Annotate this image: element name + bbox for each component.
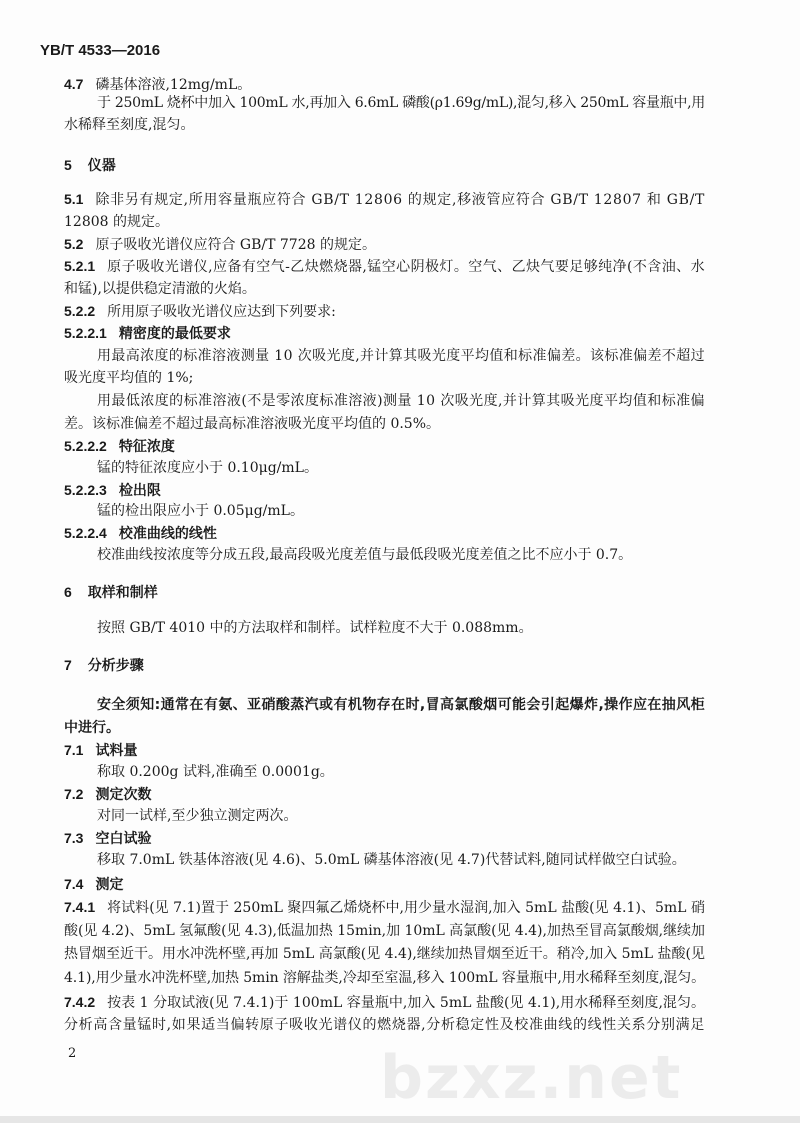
clause-number: 7.3 [64,830,84,846]
clause-line [64,524,706,542]
text-line [64,1016,706,1034]
clause-text: 称取 0.200g 试料,准确至 0.0001g。 [97,764,334,780]
clause-text: 精密度的最低要求 [118,326,231,342]
clause-line [64,257,706,275]
clause-number: 6 [64,584,72,600]
clause-number: 4.7 [64,76,84,92]
clause-number: 5.2.2.4 [64,525,107,541]
clause-text: 原子吸收光谱仪,应备有空气-乙炔燃烧器,锰空心阴极灯。空气、乙炔气要足够纯净(不含油、水 [107,259,705,275]
clause-text: 测定 [95,877,124,893]
clause-number: 5 [64,157,72,173]
clause-number: 7.2 [64,786,84,802]
clause-text: 按照 GB/T 4010 中的方法取样和制样。试样粒度不大于 0.088mm。 [97,620,533,636]
text-line [97,619,706,637]
clause-text: 取样和制样 [87,585,158,601]
section-heading [64,583,706,601]
clause-text: 仪器 [87,158,116,174]
clause-text: 除非另有规定,所用容量瓶应符合 GB/T 12806 的规定,移液管应符合 GB/T 12807 和 GB/T [95,192,705,208]
clause-text: 特征浓度 [118,439,175,455]
clause-text: 所用原子吸收光谱仪应达到下列要求: [107,304,336,320]
clause-text: 按表 1 分取试液(见 7.4.1)于 100mL 容量瓶中,加入 5mL 盐酸(见 4.1),用水稀释至刻度,混匀。 [107,995,705,1011]
clause-line [64,190,706,208]
clause-number: 5.2.2.1 [64,325,107,341]
clause-line [64,437,706,455]
clause-line [64,75,706,93]
clause-line [64,741,706,759]
clause-number: 5.2.1 [64,258,96,274]
clause-text: 原子吸收光谱仪应符合 GB/T 7728 的规定。 [95,237,376,253]
clause-line [64,829,706,847]
clause-line [64,302,706,320]
clause-text: 酸(见 4.2)、5mL 氢氟酸(见 4.3),低温加热 15min,加 10mL 高氯酸(见 4.4),加热至冒高氯酸烟,继续加 [64,923,705,939]
clause-text: 试料量 [95,743,138,759]
section-heading [64,656,706,674]
clause-number: 7.4.2 [64,994,96,1010]
clause-text: 磷基体溶液,12mg/mL。 [95,77,252,93]
clause-number: 7.4 [64,876,84,892]
text-line [97,851,706,869]
clause-text: 12808 的规定。 [64,214,169,230]
clause-line [64,481,706,499]
clause-text: 分析高含量锰时,如果适当偏转原子吸收光谱仪的燃烧器,分析稳定性及校准曲线的线性关系分别满足 [64,1017,705,1033]
text-line [97,546,706,564]
clause-number: 7.4.1 [64,899,96,915]
clause-text: 和锰),以提供稳定清澈的火焰。 [64,281,256,297]
clause-text: 测定次数 [95,787,152,803]
text-line [97,347,706,365]
text-line [64,922,706,940]
text-line [64,945,706,963]
clause-line [64,875,706,893]
text-line [64,969,706,987]
text-line [97,696,706,714]
clause-text: 校准曲线按浓度等分成五段,最高段吸光度差值与最低段吸光度差值之比不应小于 0.7。 [97,547,633,563]
clause-number: 7 [64,657,72,673]
text-line [64,369,706,387]
clause-line [64,993,706,1011]
text-line [64,116,706,134]
clause-text: 将试料(见 7.1)置于 250mL 聚四氟乙烯烧杯中,用少量水湿润,加入 5mL 盐酸(见 4.1)、5mL 硝 [107,900,705,916]
clause-text: 安全须知:通常在有氨、亚硝酸蒸汽或有机物存在时,冒高氯酸烟可能会引起爆炸,操作应在抽风柜 [97,697,705,713]
clause-text: 移取 7.0mL 铁基体溶液(见 4.6)、5.0mL 磷基体溶液(见 4.7)代替试料,随同试样做空白试验。 [97,852,686,868]
clause-text: 水稀释至刻度,混匀。 [64,117,195,133]
text-line [64,719,706,737]
clause-text: 空白试验 [95,831,152,847]
clause-text: 分析步骤 [87,658,144,674]
clause-text: 中进行。 [64,720,120,736]
page-bottom-edge [0,1116,800,1123]
text-line [97,392,706,410]
text-line [64,415,706,433]
clause-text: 锰的检出限应小于 0.05μg/mL。 [97,503,304,519]
clause-number: 5.2.2 [64,303,96,319]
watermark: bzxz.net [380,1043,683,1113]
clause-text: 检出限 [118,483,161,499]
clause-text: 对同一试样,至少独立测定两次。 [97,808,298,824]
text-line [64,280,706,298]
text-line [97,459,706,477]
clause-line [64,898,706,916]
clause-text: 校准曲线的线性 [118,526,217,542]
clause-number: 5.2.2.3 [64,482,107,498]
text-line [64,213,706,231]
clause-text: 4.1),用少量水冲洗杯壁,加热 5min 溶解盐类,冷却至室温,移入 100mL 容量瓶中,用水稀释至刻度,混匀。 [64,970,705,986]
standard-code-header: YB/T 4533—2016 [40,42,161,59]
clause-text: 用最高浓度的标准溶液测量 10 次吸光度,并计算其吸光度平均值和标准偏差。该标准偏差不超过 [97,348,705,364]
clause-number: 5.2 [64,236,84,252]
clause-text: 用最低浓度的标准溶液(不是零浓度标准溶液)测量 10 次吸光度,并计算其吸光度平均值和标准偏 [97,393,705,409]
clause-line [64,235,706,253]
text-line [97,502,706,520]
clause-line [64,785,706,803]
clause-text: 于 250mL 烧杯中加入 100mL 水,再加入 6.6mL 磷酸(ρ1.69g/mL),混匀,移入 250mL 容量瓶中,用 [97,95,705,111]
clause-line [64,324,706,342]
text-line [97,94,706,112]
text-line [97,763,706,781]
text-line [97,807,706,825]
clause-text: 差。该标准偏差不超过最高标准溶液吸光度平均值的 0.5%。 [64,416,441,432]
clause-number: 5.1 [64,191,84,207]
clause-number: 7.1 [64,742,84,758]
clause-text: 锰的特征浓度应小于 0.10μg/mL。 [97,460,318,476]
section-heading [64,156,706,174]
clause-text: 热冒烟至近干。用水冲洗杯壁,再加 5mL 高氯酸(见 4.4),继续加热冒烟至近干。稍冷,加入 5mL 盐酸(见 [64,946,705,962]
clause-text: 吸光度平均值的 1%; [64,370,194,386]
clause-number: 5.2.2.2 [64,438,107,454]
page-number: 2 [68,1046,77,1061]
